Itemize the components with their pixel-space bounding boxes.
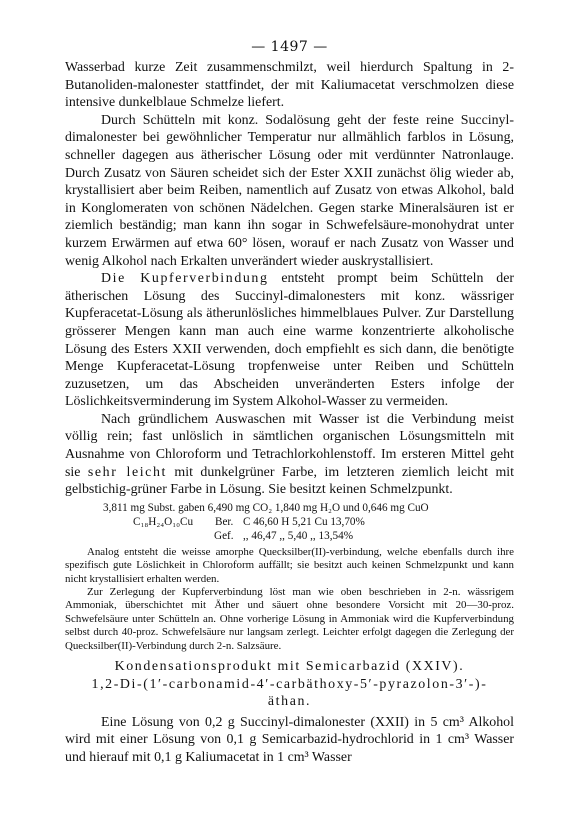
paragraph-procedure: Eine Lösung von 0,2 g Succinyl-dimalonester (XXII) in 5 cm³ Alkohol wird mit einer Lösung von 0,1 g Semicarbazid-hydrochlorid in 1 cm³ Wasser und hierauf mit 0,1 g Kaliumacetat in 1 cm³ Wasser: [65, 714, 514, 766]
elemental-analysis: [65, 501, 514, 543]
document-page: [65, 38, 514, 767]
note-decomposition: Zur Zerlegung der Kupferverbindung löst man wie oben beschrieben in 2-n. wässrigem Ammoniak, überschichtet mit Äther und säuert ohne besondere Vorsicht mit 20—30-proz. Schwefelsäure unter Schütteln an. Ohne vorherige Lösung in Ammoniak wird die Kupferverbindung selbst durch 40-proz. Schwefelsäure nur langsam zerlegt. Leichter erfolgt dagegen die Zerlegung der Quecksilber(II)-Verbindung durch 2-n. Salzsäure.: [65, 586, 514, 652]
paragraph-soda-solution: Durch Schütteln mit konz. Sodalösung geht der feste reine Succinyl-dimalonester bei gewöhnlicher Temperatur nur allmählich farblos in Lösung, schneller dagegen aus ätherischer Lösung oder mit verdünnter Natronlauge. Durch Zusatz von Säuren scheidet sich der Ester XXII zunächst ölig wieder ab, krystallisiert aber beim Reiben, namentlich auf Zusatz von etwas Alkohol, bald in Konglomeraten von schönen Nädelchen. Gegen starke Mineralsäuren ist er ziemlich beständig; man kann ihn sogar in Schwefelsäure-monohydrat unter kurzem Erwärmen auf etwa 60° lösen, worauf er nach Zusatz von Wasser und wenig Alkohol nach Erkalten unverändert wieder auskrystallisiert.: [65, 112, 514, 269]
small-print-notes: [65, 546, 514, 653]
calculated-values: C 46,60 H 5,21 Cu 13,70%: [243, 515, 365, 528]
emphasis-very-easy: sehr leicht: [87, 464, 167, 480]
washing-text-b: mit dunkelgrüner Farbe, im letzteren ziemlich leicht mit gelbstichig-grüner Farbe in Lösung. Sie besitzt keinen Schmelzpunkt.: [65, 464, 514, 498]
heading-line-2: 1,2-Di-(1′-carbonamid-4′-carbäthoxy-5′-pyrazolon-3′-)-: [91, 676, 488, 692]
copper-compound-text: entsteht prompt beim Schütteln der ätherischen Lösung des Succinyl-dimalonesters mit konz. wässriger Kupferacetat-Lösung als ätherunlösliches himmelblaues Pulver. Zur Darstellung grösserer Mengen kann man auch eine warme konzentrierte alkoholische Lösung des Esters XXII verwenden, doch empfiehlt es sich dann, die benötigte Menge Kupferacetat-Lösung tropfenweise unter Reiben und Schütteln zuzusetzen, um das Abscheiden unveränderten Esters infolge der Löslichkeitsverminderung im System Alkohol-Wasser zu vermeiden.: [65, 271, 514, 410]
analysis-calculated: [65, 515, 514, 529]
paragraph-washing: [65, 411, 514, 499]
note-mercury-compound: Analog entsteht die weisse amorphe Quecksilber(II)-verbindung, welche ebenfalls durch ihre spezifisch gute Löslichkeit in Chloroform auffällt; sie besitzt auch keinen Schmelzpunkt und kann nicht krystallisiert erhalten werden.: [65, 545, 514, 585]
page-number: — 1497 —: [251, 39, 328, 55]
washing-text-a: Nach gründlichem Auswaschen mit Wasser ist die Verbindung meist völlig rein; fast unlöslich in sämtlichen organischen Lösungsmitteln mit Ausnahme von Chloroform und Tetrachlorkohlenstoff. Im ersteren Mittel geht sie: [65, 411, 514, 480]
copper-compound-term: Die Kupferverbindung: [101, 271, 269, 287]
paragraph-copper-compound: [65, 270, 514, 411]
paragraph-continuation: Wasserbad kurze Zeit zusammenschmilzt, weil hierdurch Spaltung in 2-Butanoliden-malonester stattfindet, der mit Kaliumacetat verschmolzen diese intensive dunkelblaue Schmelze liefert.: [65, 60, 514, 111]
found-values: ,, 46,47 ,, 5,40 ,, 13,54%: [243, 529, 354, 542]
main-text: [65, 59, 514, 499]
analysis-found: [65, 529, 514, 543]
calculated-label: Ber.: [215, 515, 234, 528]
found-label: Gef.: [214, 529, 234, 542]
section-heading: [65, 658, 514, 711]
final-text: [65, 714, 514, 767]
heading-line-3: äthan.: [267, 694, 312, 710]
analysis-measurement: 3,811 mg Subst. gaben 6,490 mg CO₂ 1,840 mg H₂O und 0,646 mg CuO: [103, 501, 429, 514]
heading-line-1: Kondensationsprodukt mit Semicarbazid (XXIV).: [114, 659, 465, 675]
molecular-formula: C₁₈H₂₄O₁₀Cu: [133, 515, 194, 528]
